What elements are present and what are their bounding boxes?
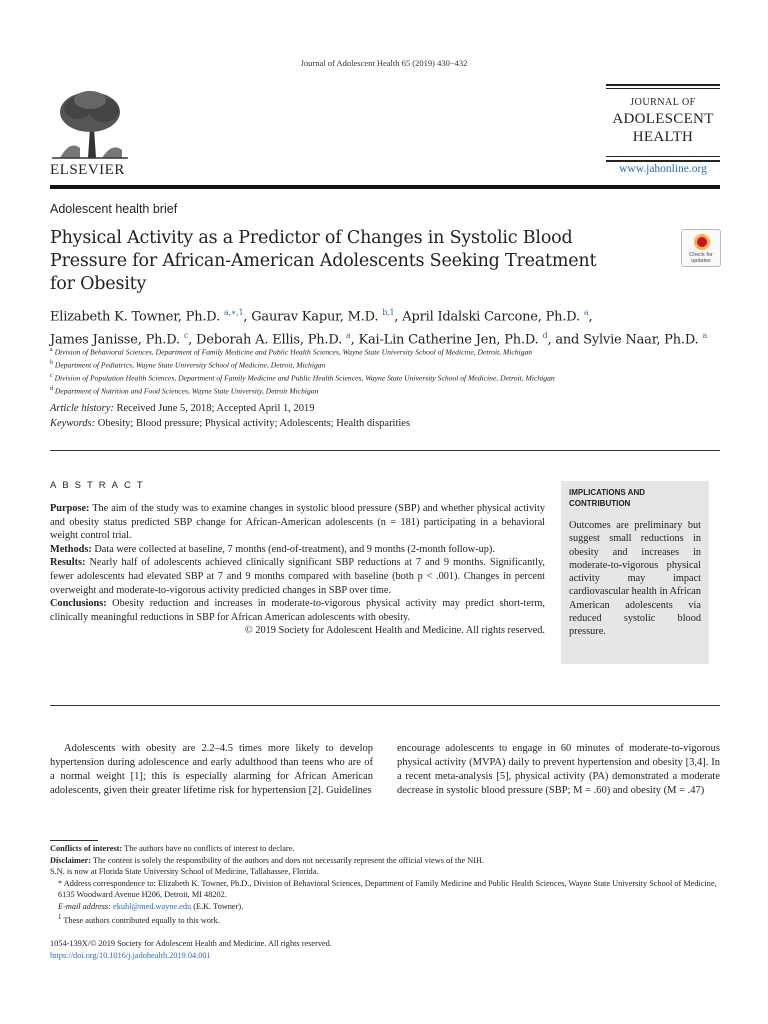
abstract-text: The aim of the study was to examine changes in systolic blood pressure (SBP) and whether physical activity and obesity status predicted SBP change for African-American adolescents (n = 181) participating in a behavioral weight control trial. bbox=[50, 503, 545, 542]
abstract-text: Nearly half of adolescents achieved clinically significant SBP reductions at 7 and 9 months. Significantly, fewer adolescents had elevated SBP at 7 and 9 months compared with baseline (both p < .001). Changes in percent overweight and moderate-to-vigorous activity predicted changes in SBP over time. bbox=[50, 557, 545, 596]
check-for-updates-button[interactable] bbox=[681, 229, 721, 267]
implications-text: Outcomes are preliminary but suggest small reductions in obesity and increases in moderate-to-vigorous physical activity may impact cardiovascular health in African American adolescents via reduced systolic blood pressure. bbox=[569, 520, 701, 638]
footnote-coi bbox=[50, 843, 720, 855]
abstract-copyright: © 2019 Society for Adolescent Health and Medicine. All rights reserved. bbox=[244, 625, 545, 637]
affiliation-text: Division of Behavioral Sciences, Department of Family Medicine and Public Health Sciences, Wayne State University School of Medicine, Detroit, Michigan bbox=[54, 347, 533, 357]
abstract-purpose bbox=[50, 502, 545, 543]
check-updates-line1: Check for bbox=[689, 252, 713, 258]
abstract-label: Conclusions: bbox=[50, 598, 107, 610]
article-title: Physical Activity as a Predictor of Changes in Systolic Blood Pressure for African-American Adolescents Seeking Treatment for Obesity bbox=[50, 228, 597, 294]
footnote-email bbox=[50, 901, 720, 913]
rule bbox=[606, 160, 720, 162]
abstract-conclusions bbox=[50, 597, 545, 624]
affiliation-text: Department of Nutrition and Food Sciences, Wayne State University, Detroit Michigan bbox=[54, 386, 319, 396]
rule bbox=[606, 84, 720, 86]
author-affiliation-link[interactable]: a,∗,1 bbox=[223, 308, 244, 317]
body-column-left bbox=[50, 742, 373, 798]
author-name: Sylvie Naar, Ph.D. bbox=[583, 332, 699, 348]
bottom-info bbox=[50, 938, 332, 961]
abstract-label: Methods: bbox=[50, 543, 92, 555]
author-affiliation-link[interactable]: a bbox=[346, 331, 351, 341]
author-name: Kai-Lin Catherine Jen, Ph.D. bbox=[358, 332, 539, 348]
author-name: James Janisse, Ph.D. bbox=[50, 332, 180, 348]
affiliation-key: d bbox=[50, 386, 53, 393]
footnote-label: Conflicts of interest: bbox=[50, 844, 123, 853]
abstract-text: Obesity reduction and increases in moderate-to-vigorous physical activity may predict short-term, clinically meaningful reductions in SBP for African American adolescents with obesity. bbox=[50, 598, 545, 623]
history-dates: Received June 5, 2018; Accepted April 1, 2019 bbox=[116, 403, 315, 414]
rule bbox=[606, 88, 720, 89]
running-header: Journal of Adolescent Health 65 (2019) 430−432 bbox=[300, 58, 468, 68]
implications-box bbox=[561, 481, 709, 664]
affiliation-key: a bbox=[50, 347, 53, 353]
history-label: Article history: bbox=[50, 403, 114, 414]
abstract-heading: ABSTRACT bbox=[50, 480, 149, 491]
journal-url-link[interactable]: www.jahonline.org bbox=[619, 163, 707, 175]
doi-link[interactable]: https://doi.org/10.1016/j.jadohealth.2019.04.001 bbox=[50, 950, 211, 960]
author-list: Elizabeth K. Towner, Ph.D. $^{a,∗,1}$, Gaurav Kapur, M.D. $^{b,1}$, April Idalski Carcone, Ph.D. $^a$, James Janisse, Ph.D. $^c$, Deborah A. Ellis, Ph.D. $^a$, Kai-Lin Catherine Jen, Ph.D. $^d$, and Sylvie Naar, Ph.D. $^a$ bbox=[50, 308, 708, 348]
publisher-name: ELSEVIER bbox=[50, 162, 125, 178]
affiliation-item bbox=[50, 371, 730, 384]
implications-title: IMPLICATIONS AND CONTRIBUTION bbox=[569, 488, 645, 508]
author-affiliation-link[interactable]: a bbox=[583, 308, 589, 317]
author-affiliation-link[interactable]: b,1 bbox=[382, 308, 395, 317]
footnote-text: These authors contributed equally to this work. bbox=[63, 915, 220, 925]
body-column-right bbox=[397, 742, 720, 798]
check-updates-line2: updates bbox=[691, 258, 711, 264]
keywords-label: Keywords: bbox=[50, 417, 96, 429]
footnote-label: E-mail address: bbox=[58, 901, 111, 911]
footnote-label: Disclaimer: bbox=[50, 855, 92, 865]
journal-name-line1: JOURNAL OF bbox=[630, 97, 696, 108]
affiliation-text: Division of Population Health Sciences, Department of Family Medicine and Public Health Sciences, Wayne State University School of Medicine, Detroit, Michigan bbox=[54, 373, 555, 383]
email-link[interactable]: ekuhl@med.wayne.edu bbox=[113, 901, 192, 911]
footnote-text: The authors have no conflicts of interest to declare. bbox=[124, 844, 295, 853]
journal-name-line2: ADOLESCENT bbox=[612, 111, 714, 127]
journal-logo[interactable] bbox=[606, 84, 720, 180]
header-divider bbox=[50, 185, 720, 189]
author-name: Elizabeth K. Towner, Ph.D. bbox=[50, 309, 221, 325]
journal-name-line3: HEALTH bbox=[632, 129, 694, 145]
footnote-equal: $^1$ These authors contributed equally to this work. bbox=[58, 914, 220, 925]
rule bbox=[606, 156, 720, 157]
keywords-line bbox=[50, 417, 410, 432]
footnote-text: The content is solely the responsibility of the authors and does not necessarily represent the official views of the NIH. bbox=[92, 855, 485, 865]
abstract-text: Data were collected at baseline, 7 months (end-of-treatment), and 9 months (2-month follow-up). bbox=[94, 543, 495, 555]
footnote-rule bbox=[50, 840, 98, 841]
section-divider bbox=[50, 450, 720, 451]
author-affiliation-link[interactable]: c bbox=[183, 331, 189, 341]
footnote-sn: S.N. is now at Florida State University School of Medicine, Tallahassee, Florida. bbox=[50, 867, 319, 876]
check-for-updates-icon bbox=[694, 234, 710, 250]
affiliation-key: b bbox=[50, 360, 53, 367]
footnote-disclaimer bbox=[50, 855, 720, 867]
author-affiliation-link[interactable]: d bbox=[542, 331, 548, 341]
abstract-body bbox=[50, 502, 545, 638]
affiliation-text: Department of Pediatrics, Wayne State University School of Medicine, Detroit, Michigan bbox=[54, 360, 326, 370]
affiliation-item bbox=[50, 345, 730, 358]
footnote-address: * Address correspondence to: Elizabeth K. Towner, Ph.D., Division of Behavioral Sciences, Department of Family Medicine and Public Health Sciences, Wayne State University School of Medicine, 6135 Woodward Avenue H206, Detroit, MI 48202. bbox=[58, 878, 717, 899]
author-affiliation-link[interactable]: a bbox=[702, 331, 708, 341]
section-divider bbox=[50, 705, 720, 706]
footnote-text: Address correspondence to: Elizabeth K. Towner, Ph.D., Division of Behavioral Sciences, Department of Family Medicine and Public Health Sciences, Wayne State University School of Medicine, 6135 Woodward Avenue H206, Detroit, MI 48202. bbox=[58, 878, 717, 899]
article-history bbox=[50, 402, 410, 431]
affiliation-list bbox=[50, 345, 730, 397]
affiliation-item bbox=[50, 358, 730, 371]
footnotes bbox=[50, 843, 720, 926]
issn-line: 1054-139X/© 2019 Society for Adolescent Health and Medicine. All rights reserved. bbox=[50, 939, 332, 948]
affiliation-item bbox=[50, 384, 730, 397]
author-name: Gaurav Kapur, M.D. bbox=[251, 309, 379, 325]
body-paragraph: encourage adolescents to engage in 60 minutes of moderate-to-vigorous physical activity (MVPA) daily to prevent hypertension and obesity [3,4]. In a recent meta-analysis [5], physical activity (PA) demonstrated a moderate decrease in systolic blood pressure (SBP; M = .60) and obesity (M = .47) bbox=[397, 743, 720, 796]
keywords: Obesity; Blood pressure; Physical activity; Adolescents; Health disparities bbox=[97, 417, 411, 429]
abstract-results bbox=[50, 556, 545, 597]
abstract-label: Results: bbox=[50, 557, 86, 569]
author-name: Deborah A. Ellis, Ph.D. bbox=[196, 332, 343, 348]
check-updates-label bbox=[682, 252, 720, 264]
footnote-text: (E.K. Towner). bbox=[193, 901, 244, 911]
article-type: Adolescent health brief bbox=[50, 202, 178, 216]
body-paragraph: Adolescents with obesity are 2.2–4.5 times more likely to develop hypertension during adolescence and early adulthood than teens who are of a normal weight [1]; this is especially alarming for African American adolescents, given their greater lifetime risk for hypertension [2]. Guidelines bbox=[50, 743, 373, 796]
abstract-label: Purpose: bbox=[50, 503, 90, 514]
history-line bbox=[50, 402, 410, 417]
author-name: April Idalski Carcone, Ph.D. bbox=[402, 309, 580, 325]
affiliation-key: c bbox=[50, 373, 53, 380]
abstract-methods bbox=[50, 543, 545, 557]
